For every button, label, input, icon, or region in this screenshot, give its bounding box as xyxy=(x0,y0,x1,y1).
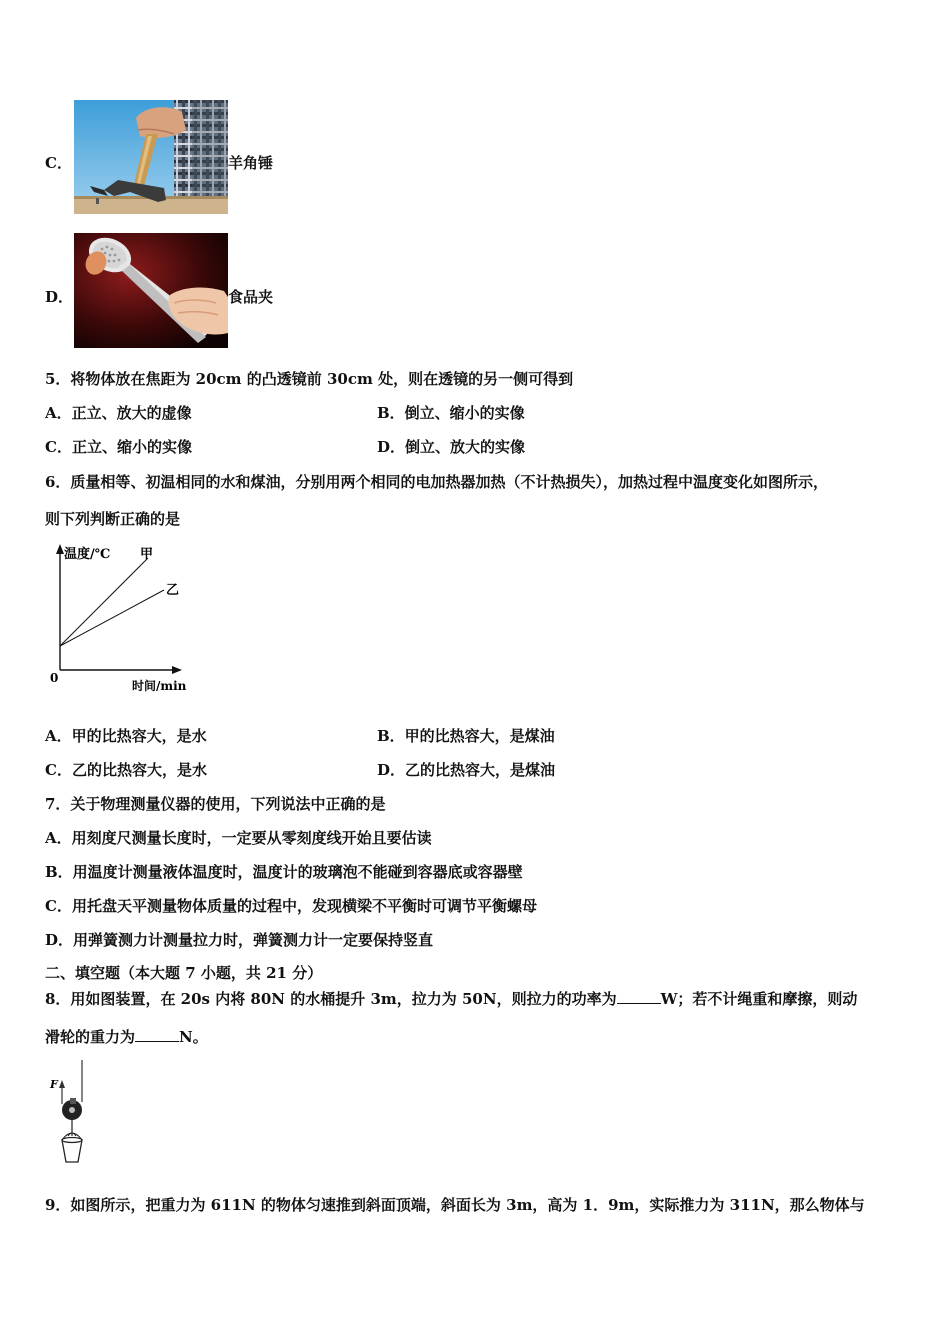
option-d-caption: 食品夹 xyxy=(228,288,274,306)
q7-option-d: D．用弹簧测力计测量拉力时，弹簧测力计一定要保持竖直 xyxy=(45,931,434,949)
line-yi xyxy=(60,590,164,646)
q6-option-c: C．乙的比热容大，是水 xyxy=(45,761,207,779)
force-label: F xyxy=(50,1078,58,1091)
y-axis-arrow xyxy=(56,544,64,554)
q9-stem: 9．如图所示，把重力为 611N 的物体匀速推到斜面顶端，斜面长为 3m，高为 1．9m，实际推力为 311N，那么物体与 xyxy=(45,1196,865,1214)
q5-option-b: B．倒立、缩小的实像 xyxy=(377,404,525,422)
pull-arrow xyxy=(59,1080,65,1088)
q5-stem: 5．将物体放在焦距为 20cm 的凸透镜前 30cm 处，则在透镜的另一侧可得到 xyxy=(45,370,574,388)
q8-stem-line2-b: N。 xyxy=(179,1028,208,1046)
q8-stem-line1 xyxy=(45,989,857,1009)
graph-xlabel: 时间/min xyxy=(132,679,187,693)
q7-option-a: A．用刻度尺测量长度时，一定要从零刻度线开始且要估读 xyxy=(45,829,432,847)
q5-option-a: A．正立、放大的虚像 xyxy=(45,404,192,422)
option-d-letter: D． xyxy=(45,288,74,306)
x-axis-arrow xyxy=(172,666,182,674)
q5-option-d: D．倒立、放大的实像 xyxy=(377,438,526,456)
graph-ylabel: 温度/℃ xyxy=(64,547,111,562)
q6-stem-line2: 则下列判断正确的是 xyxy=(45,510,181,528)
q8-stem-line2 xyxy=(45,1027,208,1047)
graph-origin-label: 0 xyxy=(50,671,59,685)
option-c-letter: C． xyxy=(45,154,72,172)
q7-option-c: C．用托盘天平测量物体质量的过程中，发现横梁不平衡时可调节平衡螺母 xyxy=(45,897,537,915)
line-jia xyxy=(60,558,148,646)
q5-option-c: C．正立、缩小的实像 xyxy=(45,438,192,456)
claw-hammer-photo-icon xyxy=(74,100,228,214)
bucket xyxy=(62,1140,82,1162)
q6-option-b: B．甲的比热容大，是煤油 xyxy=(377,727,555,745)
graph-line2-label: 乙 xyxy=(166,583,180,598)
q6-option-d: D．乙的比热容大，是煤油 xyxy=(377,761,556,779)
q6-temperature-graph xyxy=(40,540,210,700)
q8-stem-line1-b: W；若不计绳重和摩擦，则动 xyxy=(660,990,858,1008)
q8-power-blank[interactable] xyxy=(617,989,661,1004)
q8-pulley-figure xyxy=(44,1058,104,1170)
q7-stem: 7．关于物理测量仪器的使用，下列说法中正确的是 xyxy=(45,795,386,813)
q8-stem-line1-a: 8．用如图装置，在 20s 内将 80N 的水桶提升 3m，拉力为 50N，则拉力的功率为 xyxy=(45,990,617,1008)
q7-option-b: B．用温度计测量液体温度时，温度计的玻璃泡不能碰到容器底或容器壁 xyxy=(45,863,523,881)
q8-stem-line2-a: 滑轮的重力为 xyxy=(45,1028,136,1046)
q8-weight-blank[interactable] xyxy=(135,1027,179,1042)
option-c-caption: 羊角锤 xyxy=(228,154,274,172)
q6-stem-line1: 6．质量相等、初温相同的水和煤油，分别用两个相同的电加热器加热（不计热损失），加热过程中温度变化如图所示， xyxy=(45,473,828,491)
food-tongs-photo-icon xyxy=(74,233,228,348)
graph-line1-label: 甲 xyxy=(140,547,154,562)
q6-option-a: A．甲的比热容大，是水 xyxy=(45,727,207,745)
section-heading: 二、填空题（本大题 7 小题，共 21 分） xyxy=(45,964,323,982)
